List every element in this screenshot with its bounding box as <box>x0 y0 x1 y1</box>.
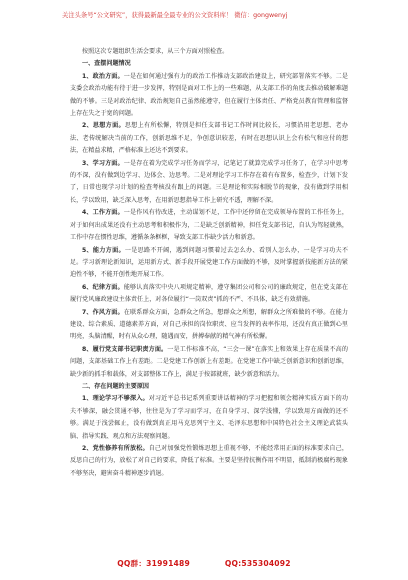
paragraph-text: 一是作风有待改进，主动谋划不足，工作中还停留在完成领导布置的工作任务上，对于如何出成果还没有主动思考和积极作为，二是缺乏创新精神，担任党支部书记，自认为驾轻就熟，工作中存在惯性思维，遵循条条框框，导致支部工作缺少活力和新意。 <box>70 209 348 242</box>
paragraph <box>70 344 348 381</box>
paragraph <box>70 245 348 282</box>
paragraph-text: 自己对加强党性锻炼思想上重视不够，不能经常用正面的标准要求自己，反思自己的行为，放松了对自己的要求，降低了标准。主要是坚持抗衡作用不明显，抵制消极腐朽现象不够坚决，避害奋斗精神逐步消退。 <box>70 445 348 477</box>
paragraph-text: 一是存在着为完成学习任务而学习，记笔记了就算完成学习任务了，在学习中思考的不深，没有做到边学习、边体会、边思考。二是对理论学习工作存在着有布置多，检查少，计划下发了，日常也现学习计划的检查考核没有跟上的问题。三是理论和实际相脱节的现象，没有做到学用相长，学以致用，缺乏深入思考，在用新思想指导工作上研究不透，理解不深。 <box>70 159 348 204</box>
paragraph <box>70 443 348 480</box>
paragraph-lead: 1、理论学习不够深入。 <box>82 395 149 403</box>
paragraph-lead: 4、工作方面。 <box>82 209 124 217</box>
footer-qq-personal: QQ:535304092 <box>224 559 291 568</box>
paragraph <box>70 393 348 443</box>
paragraph-text: 一、查摆问题情况 <box>82 60 131 68</box>
paragraph <box>70 46 348 58</box>
paragraph-lead: 2、党性修养有所放松。 <box>82 445 149 452</box>
footer-qq-group: QQ群：31991489 <box>117 559 191 568</box>
paragraph-lead: 6、纪律方面。 <box>82 283 124 291</box>
paragraph-lead: 2、思想方面。 <box>82 122 125 130</box>
paragraph-text: 思想上有所松懈，特别是担任支部书记工作时间比较长，习惯沿用老思想、老办法、老传统解决当前的工作，创新思维不足，争创意识较差，有时在思想认识上会有松气和应付的想法，在精益求精，严格标准上还达不到要求。 <box>70 122 348 155</box>
paragraph-text: 按照这次专题组织生活会要求，从三个方面对照检查。 <box>82 48 229 55</box>
paragraph <box>70 158 348 208</box>
paragraph-lead: 7、作风方面。 <box>82 308 124 316</box>
paragraph-text: 一是工作标准不高，“三会一课”在落实上和效果上存在质量不高的问题，支部基础工作上有差距。二是党建工作创新上有差距。在党建工作中缺乏创新意识和创新思维，缺少新的抓手和载体，对支部整体工作上，满足于按部就班，缺少新意和活力。 <box>70 345 348 378</box>
paragraph-text: 在联系群众方面，急群众之所急，想群众之所想，解群众之所难做的不够。在能力建设、综合素质、道德素养方面，对自己承担的岗位职责、应当发挥的表率作用，还没有真正做到心里明亮，头脑清醒，时有从众心理，随遇而安，拼搏奉献的精气神有所松懈。 <box>70 308 348 341</box>
paragraph-lead: 1、政治方面。 <box>82 72 124 80</box>
section-heading <box>70 381 348 393</box>
paragraph-lead: 8、履行党支部书记职责方面。 <box>82 345 168 353</box>
paragraph <box>70 120 348 157</box>
paragraph <box>70 282 348 307</box>
document-body <box>70 46 348 480</box>
paragraph-text: 二、存在问题的主要原因 <box>82 382 150 390</box>
paragraph-lead: 5、能力方面。 <box>82 246 125 254</box>
header-banner-text: 关注头条号“公文研究”，获得最新最全最专业的公文资料库！ 微信：gongwenyj <box>62 12 288 19</box>
section-heading <box>70 58 348 70</box>
header-banner <box>62 10 352 19</box>
footer-contacts <box>0 558 408 569</box>
paragraph-text: 一是在如何通过强有力的政治工作推动支部政治建设上，研究部署落实不够。二是支委会政治功能有待于进一步发挥，特别是面对工作上的一些难题，从支部工作的角度去推动破解难题做的不够。三是对政治纪律、政治规矩自己虽然能遵守，但在履行主体责任、严格党员教育管理和监督上存在失之于宽的问题。 <box>70 72 348 118</box>
paragraph-text: 对习近平总书记系列重要讲话精神的学习把握和领会精神实质方面下的功夫不够深，融会贯通不够，往往是为了学习而学习，在自身学习、深学浅懂，学以致用方面做的还不够。满足于浅尝辄止，没有做到真正用马克思列宁主义、毛泽东思想和中国特色社会主义理论武装头脑、指导实践、观点和方法观察问题。 <box>70 395 348 440</box>
paragraph <box>70 307 348 344</box>
paragraph-text: 一是思路不开阔，遇到问题习惯着过去怎么办、看别人怎么办，一是学习功夫不足。学习新理论新知识，运用新方式、新手段开展党建工作方面做的不够，及时掌握新技能新方法的紧迫性不够，不能开创性地开展工作。 <box>70 246 348 279</box>
paragraph <box>70 207 348 244</box>
paragraph-lead: 3、学习方面。 <box>82 159 124 167</box>
paragraph <box>70 71 348 121</box>
paragraph-text: 能够认真落实中央八项规定精神，遵守集团公司和公司的廉政规定，但在党支部在履行党风廉政建设主体责任上，对各位履行“一岗双责”抓的不严、不具体，缺乏有效措施。 <box>70 283 348 304</box>
